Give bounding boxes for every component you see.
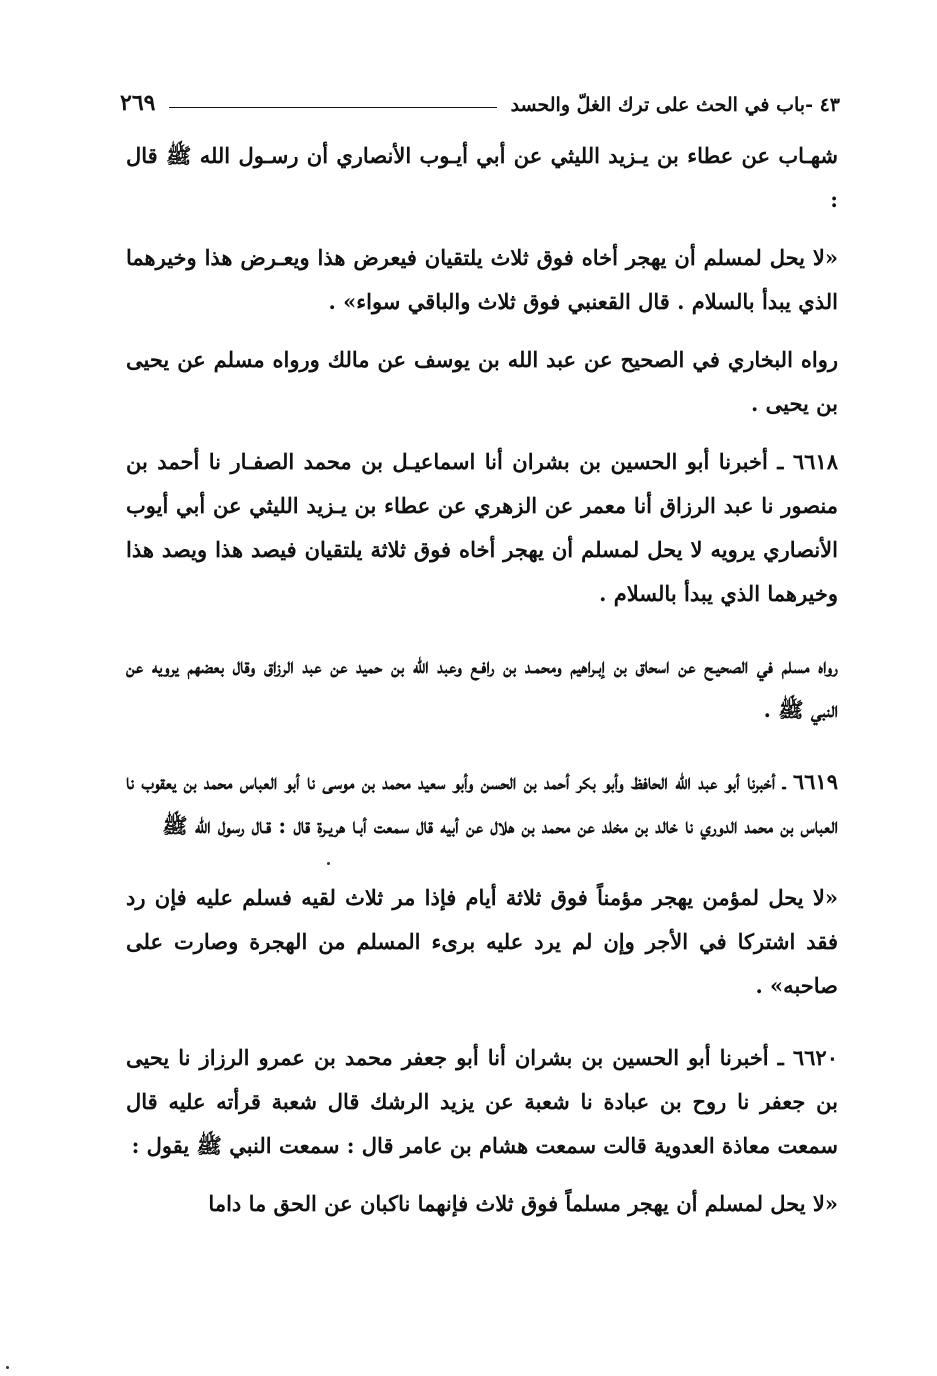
hadith-quote: «لا يحل لمسلم أن يهجر مسلماً فوق ثلاث فإنهما ناكبان عن الحق ما داما bbox=[208, 1191, 838, 1216]
speck-mark bbox=[6, 1366, 9, 1369]
hadith-entry-6619: ٦٦١٩ ـ أخبرنا أبو عبد الله الحافظ وأبو بكر أحمد بن الحسن وأبو سعيد محمد بن موسى نا أبو العباس محمد بن يعقوب نا العباس بن محمد الدوري نا خالد بن مخلد عن محمد بن هلال عن أبيه قال سمعت أبـا هريـرة قال : قـال رسول الله ﷺ bbox=[126, 769, 838, 838]
page-body bbox=[126, 134, 838, 1240]
hadith-entry-6620: ٦٦٢٠ ـ أخبرنا أبو الحسين بن بشران أنا أبو جعفر محمد بن عمرو الرزاز نا يحيى بن جعفر نا روح بن عبادة نا شعبة عن يزيد الرشك قال شعبة قرأته عليه قال سمعت معاذة العدوية قالت سمعت هشام بن عامر قال : سمعت النبي ﷺ يقول : bbox=[126, 1045, 838, 1158]
paragraph: رواه مسلم في الصحيـح عن اسحاق بن إبـراهيم ومحمـد بن رافـع وعبد الله بن حميد عن عبد الرزاق وقال بعضهم يرويه عن النبي ﷺ . bbox=[126, 653, 838, 722]
hadith-quote: «لا يحل لمسلم أن يهجر أخاه فوق ثلاث يلتقيان فيعرض هذا ويعـرض هذا وخيرهما الذي يبدأ بالسلام . قال القعنبي فوق ثلاث والباقي سواء» . bbox=[126, 245, 838, 314]
hadith-quote: «لا يحل لمؤمن يهجر مؤمناً فوق ثلاثة أيام فإذا مر ثلاث لقيه فسلم عليه فإن رد فقد اشتركا في الأجر وإن لم يرد عليه برىء المسلم من الهجرة وصارت على صاحبه» . bbox=[126, 885, 838, 998]
page-number: ٢٦٩ bbox=[120, 90, 156, 116]
speck-mark bbox=[327, 862, 330, 865]
chapter-title: ٤٣ -باب في الحث على ترك الغلّ والحسد bbox=[510, 94, 840, 116]
paragraph: شهـاب عن عطاء بن يـزيد الليثي عن أبي أيـوب الأنصاري أن رسـول الله ﷺ قال : bbox=[126, 143, 838, 212]
page-header bbox=[120, 80, 840, 116]
paragraph: رواه البخاري في الصحيح عن عبد الله بن يوسف عن مالك ورواه مسلم عن يحيى بن يحيى . bbox=[126, 347, 838, 416]
hadith-entry-6618: ٦٦١٨ ـ أخبرنا أبو الحسين بن بشران أنا اسماعيـل بن محمد الصفـار نا أحمد بن منصور نا عبد الرزاق أنا معمر عن الزهري عن عطاء بن يـزيد الليثي عن أبي أيوب الأنصاري يرويه لا يحل لمسلم أن يهجر أخاه فوق ثلاثة يلتقيان فيصد هذا ويصد هذا وخيرهما الذي يبدأ بالسلام . bbox=[126, 449, 838, 606]
header-rule bbox=[169, 107, 496, 108]
